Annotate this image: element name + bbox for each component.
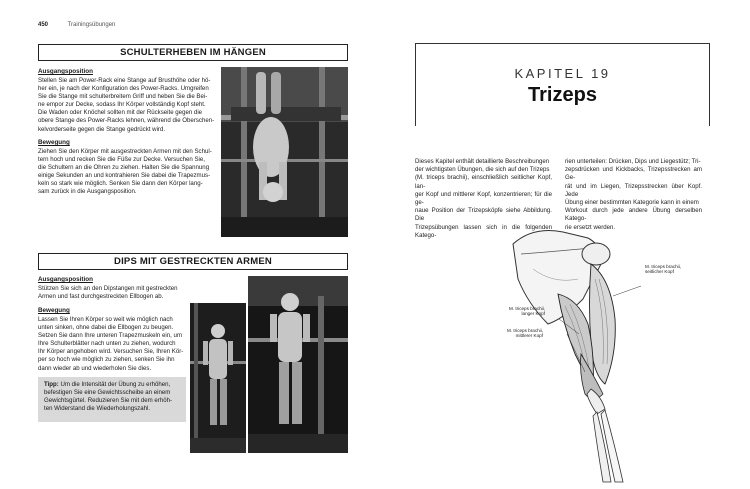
hanging-shrug-photo [221, 67, 348, 237]
label-lateral-head: M. triceps brachii, seitlicher Kopf [645, 264, 681, 275]
label-long-head: M. triceps brachii, langer Kopf [509, 306, 545, 317]
running-head [38, 22, 115, 28]
exercise1-move-heading: Bewegung [38, 139, 70, 146]
intro-column-2: rien unterteilen: Drücken, Dips und Liegestütz; Tri- zepsdrücken und Kickbacks, Trizepsstrecken am Ge- rät und im Liegen, Trizepsstrecken über Kopf. Jede Übung einer bestimmten Kategorie kann in einem Workout durch jede andere Übung derselben Katego- rie ersetzt werden. [565, 158, 702, 231]
label-medial-head: M. triceps brachii, mittlerer Kopf [507, 328, 543, 339]
exercise2-move-text: Lassen Sie Ihren Körper so weit wie möglich nach unten sinken, ohne dabei die Ellbogen zu beugen. Setzen Sie dann Ihre unteren Trapezmuskeln ein, um Ihre Schulterblätter nach unten zu ziehen, wodurch Ihr Körper angehoben wird. Versuchen Sie, Ihren Kör- per so hoch wie möglich zu ziehen, senken Sie ihn dann wieder ab und wiederholen Sie dies. [38, 316, 184, 372]
chapter-title: Trizeps [528, 84, 597, 106]
exercise2-title: DIPS MIT GESTRECKTEN ARMEN [38, 253, 348, 270]
chapter-header [415, 43, 710, 126]
exercise1-start-heading: Ausgangsposition [38, 68, 93, 75]
running-head-title: Trainingsübungen [67, 22, 116, 28]
page-number: 450 [38, 22, 49, 28]
chapter-label: KAPITEL 19 [514, 66, 611, 81]
exercise1-start-text: Stellen Sie am Power-Rack eine Stange auf Brusthöhe oder hö- her ein, je nach der Konfiguration des Power-Racks. Umgreifen Sie die Stange mit schulterbreitem Griff und heben Sie die Bei- ne empor zur Decke, sodass Ihr Körper vollständig Kopf steht. Die Waden oder Knöchel sollten mit der Rückseite gegen die obere Stange des Power-Racks lehnen, während die Oberschen- kelvorderseite gegen die Stange gedrückt wird. [38, 77, 215, 133]
exercise1-title: SCHULTERHEBEN IM HÄNGEN [38, 44, 348, 61]
exercise1-move-text: Ziehen Sie den Körper mit ausgestreckten Armen mit den Schul- tern hoch und recken Sie die Füße zur Decke. Versuchen Sie, die Schultern an die Ohren zu ziehen. Halten Sie die Spannung einige Sekunden an und kontrahieren Sie dabei die Trapezmus- keln so stark wie möglich. Senken Sie dann den Körper lang- sam zurück in die Ausgangsposition. [38, 148, 212, 196]
intro-column-1: Dieses Kapitel enthält detaillierte Beschreibungen der wichtigsten Übungen, die sich auf den Trizeps (M. triceps brachii), einschließlich seitlicher Kopf, lan- ger Kopf und mittlerer Kopf, konzentrieren; für die ge- naue Position der Trizepsköpfe siehe Abbildung. Die Trizepsübungen lassen sich in die folgenden Katego- [415, 158, 552, 239]
exercise2-start-text: Stützen Sie sich an den Dipstangen mit gestreckten Armen und fast durchgestreckten Ellbogen ab. [38, 285, 178, 301]
dips-start-photo [190, 303, 246, 453]
exercise2-start-heading: Ausgangsposition [38, 276, 93, 283]
tip-label: Tipp: [44, 381, 59, 388]
exercise2-move-heading: Bewegung [38, 307, 70, 314]
right-page [375, 0, 750, 489]
dips-top-photo [248, 276, 348, 453]
tip-box: Tipp: Um die Intensität der Übung zu erhöhen, befestigen Sie eine Gewichtsscheibe an einem Gewichtsgürtel. Reduzieren Sie mit dem erhöh- ten Widerstand die Wiederholungszahl. [38, 377, 186, 422]
triceps-anatomy-illustration [493, 224, 673, 484]
